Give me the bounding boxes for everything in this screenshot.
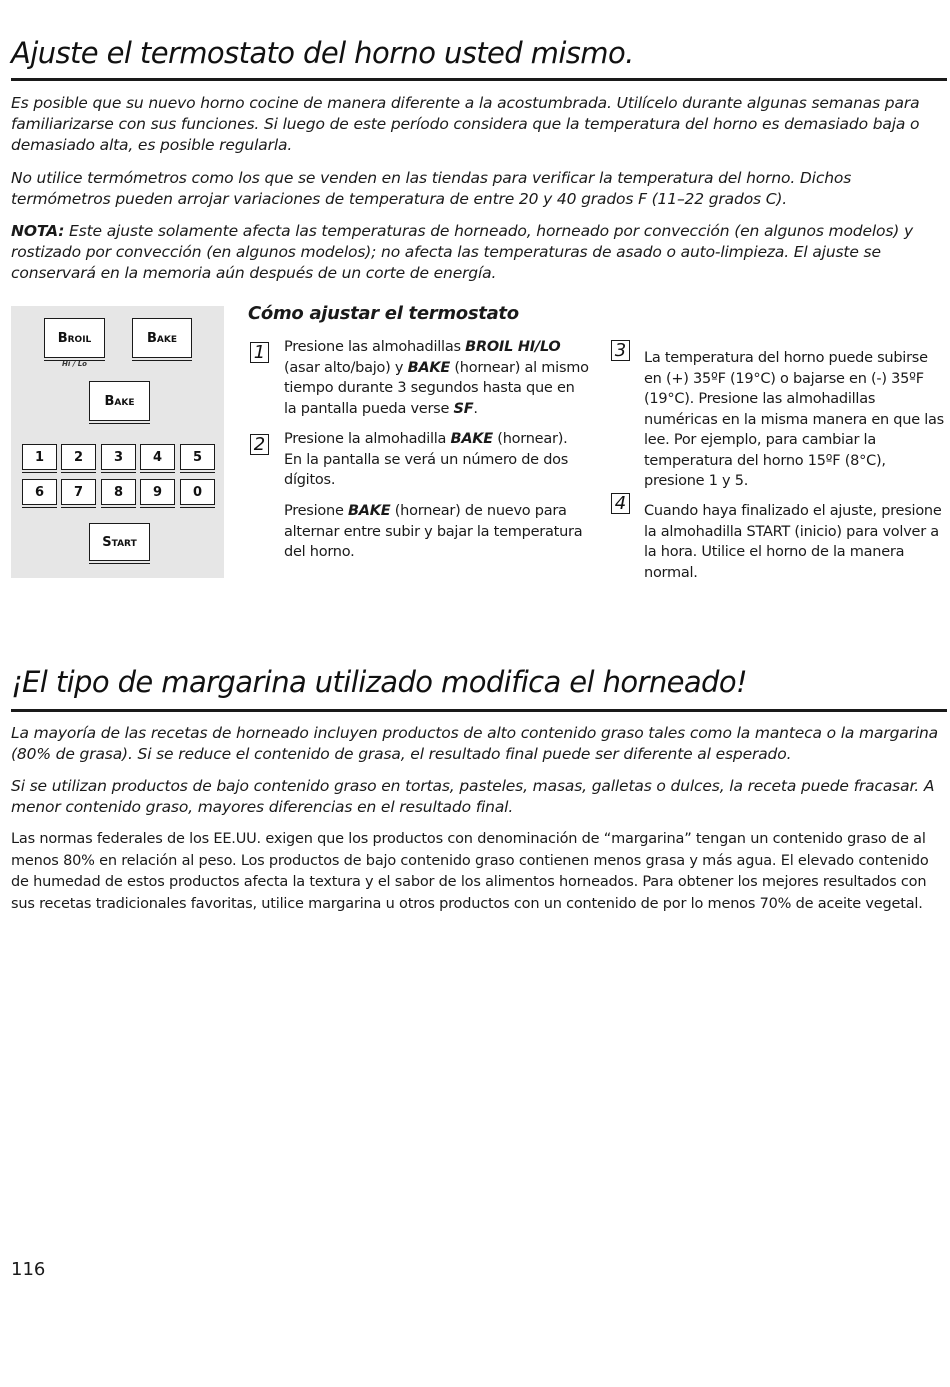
section-heading-margarine: ¡El tipo de margarina utilizado modifica el horneado! <box>11 665 748 699</box>
heading-rule <box>11 78 947 81</box>
number-key-5: 5 <box>180 444 215 470</box>
broil-key: Broil <box>44 318 105 358</box>
heading-rule-2 <box>11 709 947 712</box>
section-heading-thermostat: Ajuste el termostato del horno usted mismo. <box>11 36 634 70</box>
bake-key-top: Bake <box>132 318 192 358</box>
step-4-text: Cuando haya finalizado el ajuste, presione la almohadilla START (inicio) para volver a la hora. Utilice el horno de la manera normal. <box>644 503 942 581</box>
step-2-continued-text: Presione BAKE (hornear) de nuevo para alternar entre subir y bajar la temperatura del horno. <box>284 503 583 560</box>
start-key: Start <box>89 523 150 561</box>
step-number-2: 2 <box>250 434 269 455</box>
broil-key-sublabel: Hi / Lo <box>62 360 87 368</box>
number-key-4: 4 <box>140 444 175 470</box>
step-3-text: La temperatura del horno puede subirse en (+) 35ºF (19°C) o bajarse en (-) 35ºF (19°C). Presione las almohadillas numéricas en la misma manera en que las lee. Por ejemplo, para cambiar la temperatura del horno 15ºF (8°C), presione 1 y 5. <box>644 350 944 489</box>
number-key-3: 3 <box>101 444 136 470</box>
note-paragraph <box>11 221 947 284</box>
intro-paragraph-2: No utilice termómetros como los que se venden en las tiendas para verificar la temperatura del horno. Dichos termómetros pueden arrojar variaciones de temperatura de entre 20 y 40 grados F (11–22 grados C). <box>11 169 852 208</box>
number-key-8: 8 <box>101 479 136 505</box>
number-key-2: 2 <box>61 444 96 470</box>
intro-paragraph-1: Es posible que su nuevo horno cocine de manera diferente a la acostumbrada. Utilícelo durante algunas semanas para familiarizarse con sus funciones. Si luego de este período considera que la temperatura del horno es demasiado baja o demasiado alta, es posible regularla. <box>11 94 920 154</box>
number-key-9: 9 <box>140 479 175 505</box>
margarine-paragraph-3: Las normas federales de los EE.UU. exigen que los productos con denominación de “margarina” tengan un contenido graso de al menos 80% en relación al peso. Los productos de bajo contenido graso contienen menos grasa y más agua. El elevado contenido de humedad de estos productos afecta la textura y el sabor de los alimentos horneados. Para obtener los mejores resultados con sus recetas tradicionales favoritas, utilice margarina u otros productos con un contenido de por lo menos 70% de aceite vegetal. <box>11 831 929 912</box>
note-label: NOTA: <box>11 222 65 240</box>
howto-title: Cómo ajustar el termostato <box>248 303 519 324</box>
bake-key: Bake <box>89 381 150 421</box>
step-2-text: Presione la almohadilla BAKE (hornear). En la pantalla se verá un número de dos dígitos. <box>284 431 569 488</box>
step-number-3: 3 <box>611 340 630 361</box>
page-number: 116 <box>11 1259 46 1280</box>
note-text: Este ajuste solamente afecta las temperaturas de horneado, horneado por convección (en algunos modelos) y rostizado por convección (en algunos modelos); no afecta las temperaturas de asado o auto-limpieza. El ajuste se conservará en la memoria aún después de un corte de energía. <box>11 222 913 282</box>
number-key-7: 7 <box>61 479 96 505</box>
step-number-4: 4 <box>611 493 630 514</box>
step-number-1: 1 <box>250 342 269 363</box>
step-1-text: Presione las almohadillas BROIL HI/LO (asar alto/bajo) y BAKE (hornear) al mismo tiempo durante 3 segundos hasta que en la pantalla pueda verse SF. <box>284 339 589 417</box>
number-key-1: 1 <box>22 444 57 470</box>
number-key-0: 0 <box>180 479 215 505</box>
number-key-6: 6 <box>22 479 57 505</box>
margarine-paragraph-1: La mayoría de las recetas de horneado incluyen productos de alto contenido graso tales como la manteca o la margarina (80% de grasa). Si se reduce el contenido de grasa, el resultado final puede ser diferente al esperado. <box>11 724 939 763</box>
keypad-illustration <box>11 306 224 578</box>
margarine-paragraph-2: Si se utilizan productos de bajo contenido graso en tortas, pasteles, masas, galletas o dulces, la receta puede fracasar. A menor contenido graso, mayores diferencias en el resultado final. <box>11 777 935 816</box>
